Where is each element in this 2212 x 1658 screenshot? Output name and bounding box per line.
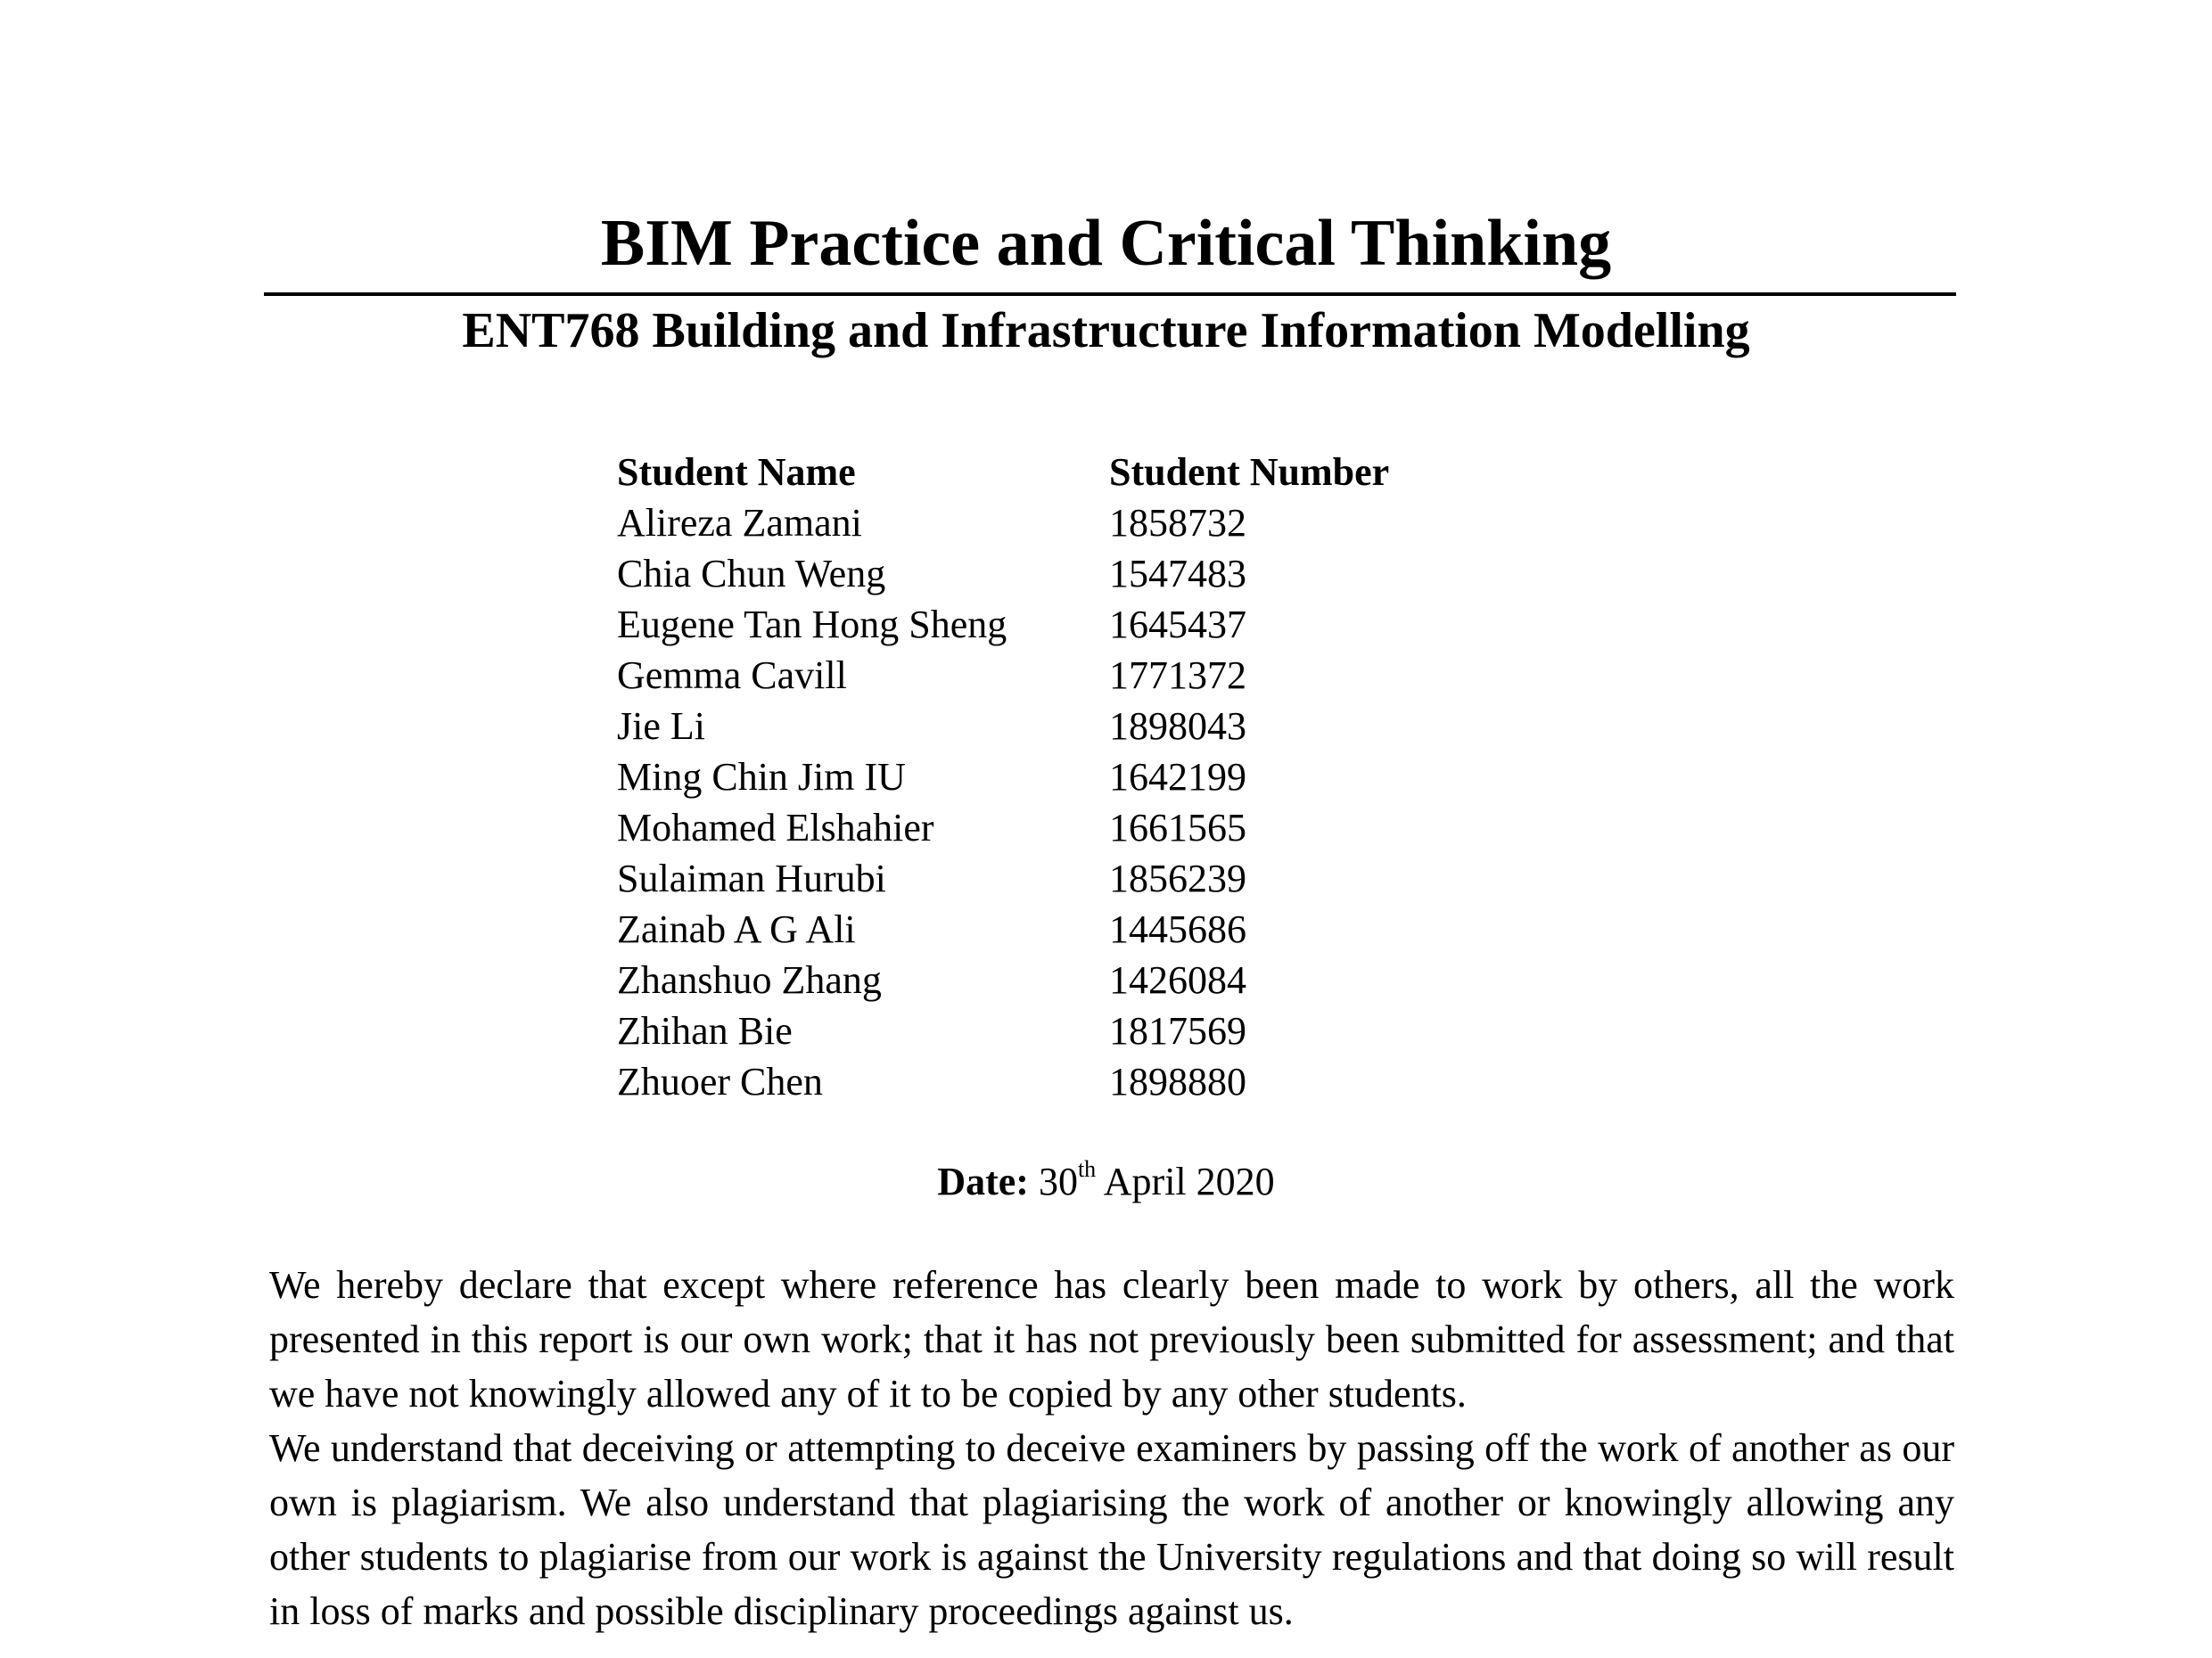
date-day-suffix: th — [1077, 1156, 1097, 1183]
student-name: Zainab A G Ali — [617, 907, 856, 951]
declaration-paragraph: We hereby declare that except where reference has clearly been made to work by others, all the work presented in this report is our own work; that it has not previously been submitted for assessment; and that we have not knowingly allowed any of it to be copied by any other students. — [269, 1263, 1954, 1416]
student-name: Zhihan Bie — [617, 1009, 793, 1053]
student-number: 1547483 — [1109, 552, 1246, 595]
student-number: 1642199 — [1109, 755, 1246, 799]
title-divider — [264, 292, 1956, 296]
student-name: Eugene Tan Hong Sheng — [617, 603, 1007, 646]
document-title: BIM Practice and Critical Thinking — [600, 207, 1612, 280]
student-name: Jie Li — [617, 704, 705, 748]
date-day: 30 — [1038, 1160, 1078, 1203]
student-number: 1898880 — [1109, 1060, 1246, 1104]
student-number: 1645437 — [1109, 603, 1246, 646]
student-number: 1817569 — [1109, 1009, 1246, 1053]
student-name: Sulaiman Hurubi — [617, 857, 886, 900]
student-number: 1858732 — [1109, 501, 1246, 545]
student-number: 1445686 — [1109, 907, 1246, 951]
header-student-name: Student Name — [617, 450, 856, 494]
student-name: Ming Chin Jim IU — [617, 755, 906, 799]
student-name: Zhuoer Chen — [617, 1060, 823, 1104]
student-name: Chia Chun Weng — [617, 552, 886, 595]
student-name: Mohamed Elshahier — [617, 806, 934, 850]
declaration — [269, 1258, 1954, 1638]
student-name: Gemma Cavill — [617, 653, 847, 697]
document-subtitle: ENT768 Building and Infrastructure Information Modelling — [462, 303, 1750, 358]
student-name: Zhanshuo Zhang — [617, 958, 882, 1002]
student-number: 1771372 — [1109, 653, 1246, 697]
header-student-number: Student Number — [1109, 450, 1390, 494]
student-name: Alireza Zamani — [617, 501, 862, 545]
student-number: 1426084 — [1109, 958, 1246, 1002]
student-number: 1898043 — [1109, 704, 1246, 748]
declaration-paragraph: We understand that deceiving or attempting to deceive examiners by passing off the work of another as our own is plagiarism. We also understand that plagiarising the work of another or knowingly allowing any other students to plagiarise from our work is against the University regulations and that doing so will result in loss of marks and possible disciplinary proceedings against us. — [269, 1426, 1954, 1633]
submission-date — [0, 1155, 2212, 1209]
student-number: 1661565 — [1109, 806, 1246, 850]
date-month-year: April 2020 — [1103, 1160, 1275, 1203]
date-label: Date: — [937, 1160, 1029, 1203]
student-number: 1856239 — [1109, 857, 1246, 900]
